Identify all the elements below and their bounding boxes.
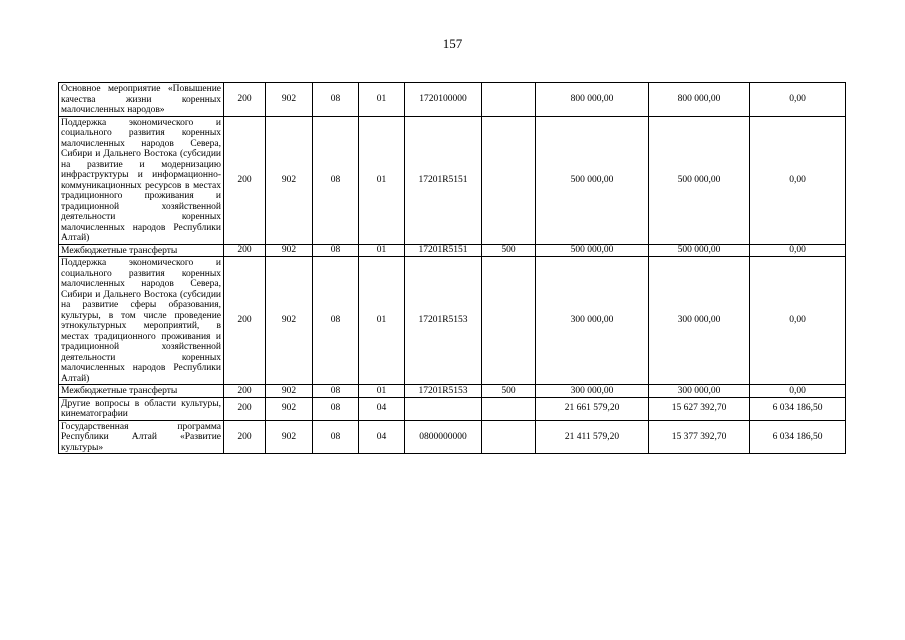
expense-type-cell: 500 — [482, 385, 536, 398]
target-article-cell: 0800000000 — [405, 420, 482, 454]
row-name-cell: Основное мероприятие «Повышение качества жизни коренных малочисленных народов» — [59, 83, 224, 117]
table-body — [59, 83, 846, 454]
admin-code-cell: 902 — [266, 420, 313, 454]
row-name-cell: Поддержка экономического и социального развития коренных малочисленных народов Севера, Сибири и Дальнего Востока (субсидии на развитие сферы образования, культуры, в том числе проведение этнокультурных мероприятий, в местах традиционного проживания и традиционной хозяйственной деятельности коренных малочисленных народов Республики Алтай) — [59, 257, 224, 385]
ved-code-cell: 200 — [224, 385, 266, 398]
amount-column-3-cell: 0,00 — [750, 385, 846, 398]
expense-type-cell — [482, 397, 536, 420]
section-code-cell: 08 — [313, 116, 359, 244]
subsection-code-cell: 04 — [359, 397, 405, 420]
amount-column-2-cell: 15 627 392,70 — [649, 397, 750, 420]
ved-code-cell: 200 — [224, 116, 266, 244]
amount-total-cell: 300 000,00 — [536, 385, 649, 398]
amount-column-3-cell: 0,00 — [750, 116, 846, 244]
expense-type-cell — [482, 83, 536, 117]
table-row — [59, 83, 846, 117]
amount-column-2-cell: 500 000,00 — [649, 244, 750, 257]
admin-code-cell: 902 — [266, 397, 313, 420]
table-row — [59, 244, 846, 257]
section-code-cell: 08 — [313, 244, 359, 257]
admin-code-cell: 902 — [266, 116, 313, 244]
amount-column-3-cell: 0,00 — [750, 257, 846, 385]
amount-total-cell: 300 000,00 — [536, 257, 649, 385]
section-code-cell: 08 — [313, 420, 359, 454]
amount-total-cell: 21 411 579,20 — [536, 420, 649, 454]
amount-column-2-cell: 800 000,00 — [649, 83, 750, 117]
target-article-cell: 17201R5151 — [405, 116, 482, 244]
ved-code-cell: 200 — [224, 397, 266, 420]
admin-code-cell: 902 — [266, 244, 313, 257]
section-code-cell: 08 — [313, 257, 359, 385]
amount-column-3-cell: 6 034 186,50 — [750, 397, 846, 420]
page-number: 157 — [442, 36, 463, 51]
row-name-cell: Межбюджетные трансферты — [59, 385, 224, 398]
target-article-cell: 1720100000 — [405, 83, 482, 117]
amount-column-2-cell: 15 377 392,70 — [649, 420, 750, 454]
ved-code-cell: 200 — [224, 420, 266, 454]
target-article-cell: 17201R5153 — [405, 385, 482, 398]
subsection-code-cell: 04 — [359, 420, 405, 454]
subsection-code-cell: 01 — [359, 244, 405, 257]
amount-total-cell: 500 000,00 — [536, 244, 649, 257]
amount-column-2-cell: 500 000,00 — [649, 116, 750, 244]
section-code-cell: 08 — [313, 385, 359, 398]
amount-column-3-cell: 0,00 — [750, 244, 846, 257]
expense-type-cell — [482, 116, 536, 244]
subsection-code-cell: 01 — [359, 83, 405, 117]
target-article-cell: 17201R5151 — [405, 244, 482, 257]
amount-column-2-cell: 300 000,00 — [649, 257, 750, 385]
table-row — [59, 257, 846, 385]
budget-table — [58, 82, 846, 454]
amount-total-cell: 21 661 579,20 — [536, 397, 649, 420]
amount-total-cell: 800 000,00 — [536, 83, 649, 117]
subsection-code-cell: 01 — [359, 116, 405, 244]
target-article-cell — [405, 397, 482, 420]
expense-type-cell — [482, 420, 536, 454]
row-name-cell: Другие вопросы в области культуры, кинематографии — [59, 397, 224, 420]
expense-type-cell — [482, 257, 536, 385]
amount-column-3-cell: 0,00 — [750, 83, 846, 117]
ved-code-cell: 200 — [224, 244, 266, 257]
expense-type-cell: 500 — [482, 244, 536, 257]
table-row — [59, 385, 846, 398]
subsection-code-cell: 01 — [359, 257, 405, 385]
table-row — [59, 420, 846, 454]
section-code-cell: 08 — [313, 83, 359, 117]
ved-code-cell: 200 — [224, 83, 266, 117]
row-name-cell: Поддержка экономического и социального развития коренных малочисленных народов Севера, Сибири и Дальнего Востока (субсидии на развитие и модернизацию инфраструктуры и информационно-коммуникационных ресурсов в местах традиционного проживания и традиционной хозяйственной деятельности коренных малочисленных народов Республики Алтай) — [59, 116, 224, 244]
amount-column-3-cell: 6 034 186,50 — [750, 420, 846, 454]
table-row — [59, 397, 846, 420]
row-name-cell: Государственная программа Республики Алтай «Развитие культуры» — [59, 420, 224, 454]
row-name-cell: Межбюджетные трансферты — [59, 244, 224, 257]
amount-total-cell: 500 000,00 — [536, 116, 649, 244]
admin-code-cell: 902 — [266, 83, 313, 117]
amount-column-2-cell: 300 000,00 — [649, 385, 750, 398]
admin-code-cell: 902 — [266, 257, 313, 385]
table-row — [59, 116, 846, 244]
admin-code-cell: 902 — [266, 385, 313, 398]
subsection-code-cell: 01 — [359, 385, 405, 398]
ved-code-cell: 200 — [224, 257, 266, 385]
target-article-cell: 17201R5153 — [405, 257, 482, 385]
section-code-cell: 08 — [313, 397, 359, 420]
